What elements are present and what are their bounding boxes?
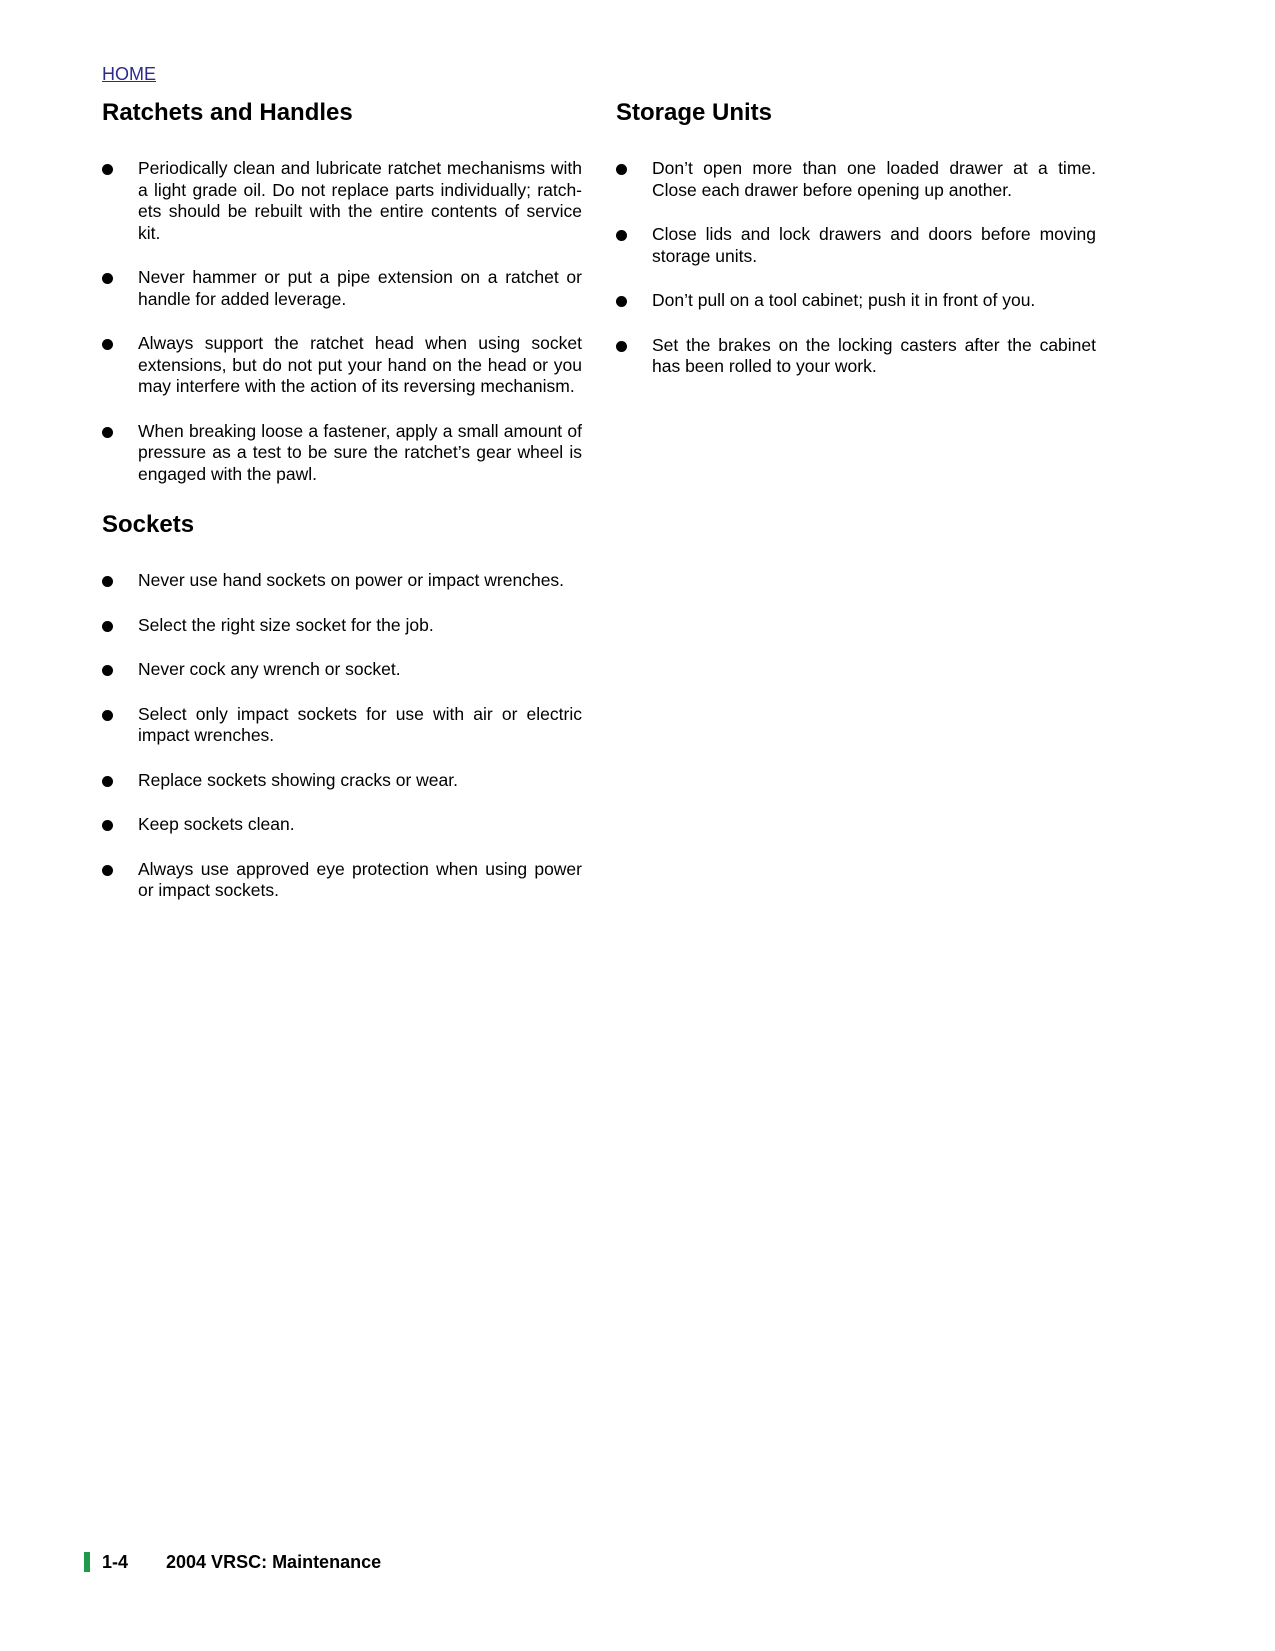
list-item-text: Never hammer or put a pipe extension on a ratchet or handle for added leverage. — [138, 267, 582, 309]
bullet-icon — [102, 576, 113, 587]
list-item — [102, 333, 582, 398]
list-item — [102, 158, 582, 244]
list-item-text: Always use approved eye protection when using power or impact sockets. — [138, 858, 582, 900]
bullet-icon — [102, 665, 113, 676]
list-item-text: Don’t pull on a tool cabinet; push it in front of you. — [652, 290, 1036, 310]
list-item-text: Close lids and lock drawers and doors before moving storage units. — [652, 224, 1096, 266]
section-title: Ratchets and Handles — [102, 99, 353, 126]
bullet-icon — [616, 164, 627, 175]
list-item-text: Never use hand sockets on power or impact wrenches. — [138, 570, 565, 590]
list-item-text: Select the right size socket for the job. — [138, 614, 434, 635]
list-item — [102, 659, 582, 681]
bullet-icon — [102, 164, 113, 175]
list-item — [616, 335, 1096, 378]
list-item-text: Keep sockets clean. — [138, 814, 295, 834]
section-title: Storage Units — [616, 99, 773, 126]
list-item-text: Always support the ratchet head when using socket extensions, but do not put your hand on the head or you may interfere with the action of its reversing mechanism. — [138, 333, 582, 396]
footer-accent-bar — [84, 1552, 90, 1572]
bullet-icon — [616, 230, 627, 241]
list-item — [102, 704, 582, 747]
home-link[interactable]: HOME — [102, 64, 156, 84]
bullet-list — [102, 158, 582, 485]
list-item — [616, 224, 1096, 267]
bullet-icon — [102, 776, 113, 787]
bullet-list — [102, 570, 582, 902]
bullet-icon — [102, 820, 113, 831]
list-item — [102, 770, 582, 792]
left-column — [102, 96, 582, 925]
bullet-icon — [102, 710, 113, 721]
list-item-text: Replace sockets showing cracks or wear. — [138, 769, 458, 790]
section-storage-units — [616, 96, 1096, 378]
section-sockets — [102, 508, 582, 902]
list-item-text: When breaking loose a fastener, apply a small amount of pressure as a test to be sure the ratchet’s gear wheel is engaged with the pawl. — [138, 420, 582, 484]
list-item — [102, 859, 582, 902]
bullet-icon — [616, 296, 627, 307]
bullet-icon — [102, 339, 113, 350]
list-item — [102, 570, 582, 592]
list-item-text: Set the brakes on the locking casters after the cabinet has been rolled to your work. — [652, 334, 1096, 376]
list-item-text: Select only impact sockets for use with air or electric impact wrenches. — [138, 703, 582, 745]
section-ratchets-and-handles — [102, 96, 582, 485]
bullet-icon — [102, 273, 113, 284]
list-item — [102, 267, 582, 310]
page-number: 1-4 — [102, 1551, 129, 1572]
list-item — [102, 814, 582, 836]
bullet-icon — [102, 865, 113, 876]
section-title: Sockets — [102, 511, 195, 538]
list-item-text: Never cock any wrench or socket. — [138, 659, 401, 679]
list-item — [102, 421, 582, 486]
right-column — [616, 96, 1096, 401]
list-item-text: Periodically clean and lubricate ratchet mechanisms with a light grade oil. Do not replace parts individually; ratch-ets should be rebuilt with the entire contents of service kit. — [138, 158, 582, 243]
bullet-icon — [102, 621, 113, 632]
list-item — [616, 290, 1096, 312]
bullet-icon — [102, 427, 113, 438]
footer-doc-title: 2004 VRSC: Maintenance — [166, 1551, 382, 1572]
list-item-text: Don’t open more than one loaded drawer at a time. Close each drawer before opening up another. — [652, 158, 1096, 200]
page-footer — [84, 1550, 381, 1574]
list-item — [102, 615, 582, 637]
bullet-icon — [616, 341, 627, 352]
bullet-list — [616, 158, 1096, 378]
list-item — [616, 158, 1096, 201]
